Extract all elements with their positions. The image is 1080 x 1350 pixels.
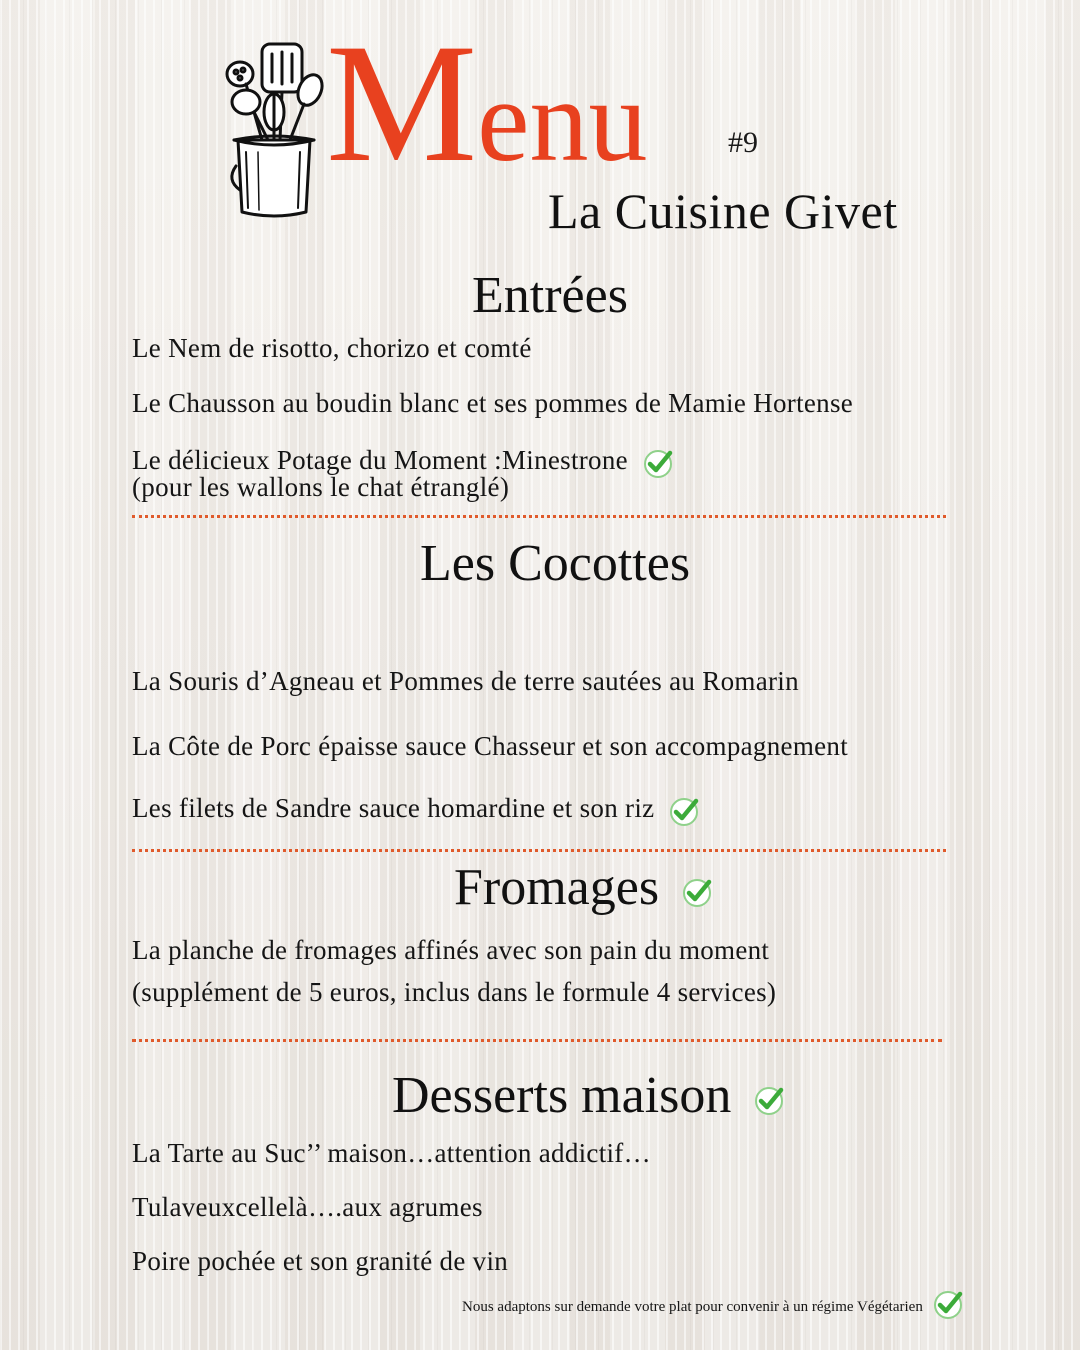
vegetarian-note <box>462 1287 965 1321</box>
section-heading-fromages <box>454 859 714 916</box>
menu-title-initial: M <box>326 9 478 197</box>
vegetarian-check-icon <box>680 875 714 909</box>
section-heading-text: Fromages <box>454 859 660 916</box>
vegetarian-check-icon <box>667 794 701 828</box>
section-heading-desserts <box>392 1067 786 1124</box>
menu-item-note: (pour les wallons le chat étranglé) <box>132 472 510 502</box>
menu-item <box>132 794 701 828</box>
menu-item: La Côte de Porc épaisse sauce Chasseur et son accompagnement <box>132 731 849 761</box>
section-heading-cocottes: Les Cocottes <box>420 535 691 592</box>
menu-item: Poire pochée et son granité de vin <box>132 1246 509 1276</box>
section-heading-text: Desserts maison <box>392 1067 732 1124</box>
menu-title-rest: enu <box>477 55 648 186</box>
vegetarian-check-icon <box>752 1083 786 1117</box>
menu-item-text: Le délicieux Potage du Moment :Minestrone <box>132 445 628 476</box>
menu-item: Le Chausson au boudin blanc et ses pommes de Mamie Hortense <box>132 388 854 418</box>
menu-item: La planche de fromages affinés avec son pain du moment <box>132 935 770 965</box>
menu-item-note: (supplément de 5 euros, inclus dans le formule 4 services) <box>132 977 777 1007</box>
section-divider <box>132 849 946 852</box>
utensil-pot-icon <box>218 40 330 222</box>
section-heading-entrees: Entrées <box>472 267 628 324</box>
menu-issue-number: #9 <box>728 126 758 159</box>
menu-item: La Tarte au Suc’’ maison…attention addictif… <box>132 1138 651 1168</box>
menu-item: Le Nem de risotto, chorizo et comté <box>132 333 532 363</box>
vegetarian-note-text: Nous adaptons sur demande votre plat pour convenir à un régime Végétarien <box>462 1299 923 1315</box>
menu-title <box>326 9 648 197</box>
section-divider <box>132 1039 942 1042</box>
vegetarian-check-icon <box>931 1287 965 1321</box>
vegetarian-check-icon <box>641 446 675 480</box>
menu-item-text: Les filets de Sandre sauce homardine et son riz <box>132 793 655 824</box>
menu-item: Tulaveuxcellelà….aux agrumes <box>132 1192 483 1222</box>
menu-item: La Souris d’Agneau et Pommes de terre sautées au Romarin <box>132 666 799 696</box>
section-divider <box>132 515 946 518</box>
restaurant-name: La Cuisine Givet <box>548 183 898 239</box>
